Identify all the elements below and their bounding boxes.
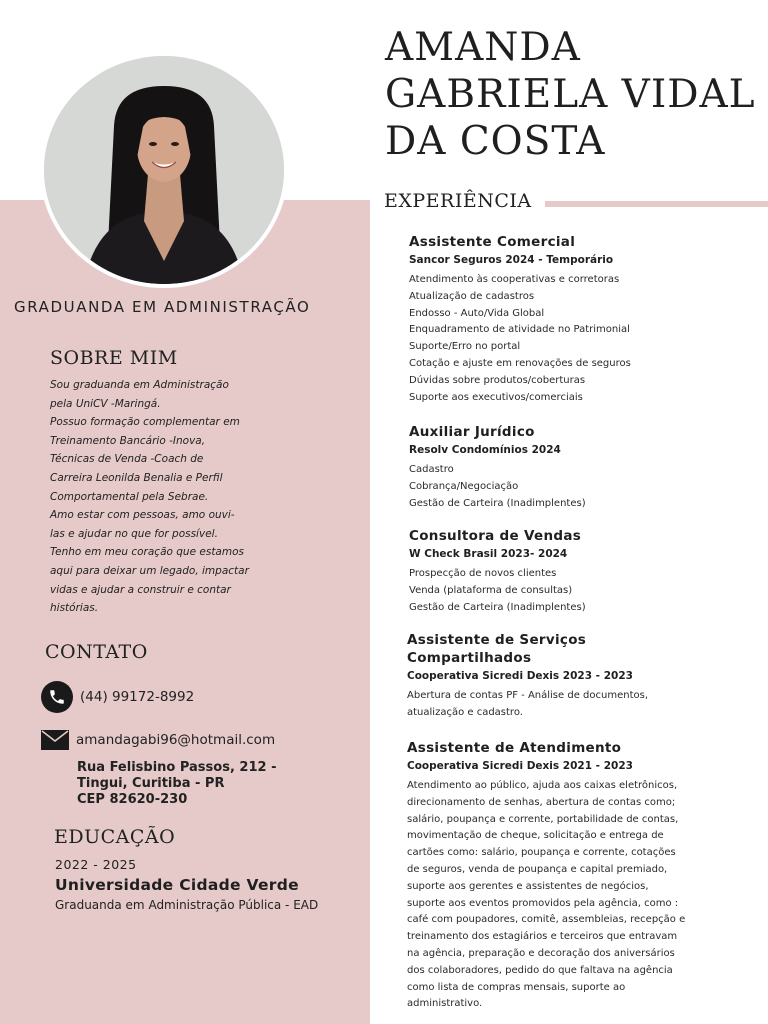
job-duty: Enquadramento de atividade no Patrimonial <box>409 324 630 336</box>
job-duty: cartões como: salário, poupança e corrente, cotações <box>407 847 676 859</box>
job-company: Cooperativa Sicredi Dexis 2023 - 2023 <box>407 670 633 682</box>
phone-number[interactable]: (44) 99172-8992 <box>80 689 195 705</box>
job-company: W Check Brasil 2023- 2024 <box>409 548 568 560</box>
mail-icon <box>41 730 69 750</box>
job-duty: atualização e cadastro. <box>407 706 523 718</box>
job-duties <box>409 566 759 616</box>
education-heading: EDUCAÇÃO <box>54 826 176 848</box>
job-duty: Atendimento às cooperativas e corretoras <box>409 274 620 285</box>
name-line: AMANDA <box>385 25 581 70</box>
job-duty: Atualização de cadastros <box>409 290 535 302</box>
job-duty: suporte aos gerentes e assistentes de negócios, <box>407 880 649 892</box>
address <box>77 760 276 808</box>
about-line: Possuo formação complementar em <box>50 416 240 429</box>
contact-heading: CONTATO <box>45 641 148 663</box>
job-title: Assistente de Atendimento <box>407 740 622 756</box>
phone-icon <box>41 681 73 713</box>
job-duty: Venda (plataforma de consultas) <box>409 584 573 596</box>
about-line: histórias. <box>50 602 99 615</box>
job-entry <box>407 739 757 1013</box>
address-line: CEP 82620-230 <box>77 792 188 807</box>
job-duty: movimentação de cheque, solicitação e entrega de <box>407 830 664 842</box>
job-duty: treinamento dos estagiários e terceiros que entravam <box>407 931 678 943</box>
about-line: pela UniCV -Maringá. <box>50 397 161 410</box>
job-duty: como lista de compras mensais, suporte ao <box>407 981 626 993</box>
headline-subtitle: GRADUANDA EM ADMINISTRAÇÃO <box>14 298 311 316</box>
job-entry <box>409 233 759 406</box>
name-line: GABRIELA VIDAL <box>385 72 756 117</box>
job-title: Assistente de Serviços <box>407 632 587 648</box>
about-line: las e ajudar no que for possível. <box>50 527 218 540</box>
about-line: Sou graduanda em Administração <box>50 379 229 391</box>
job-duty: direcionamento de senhas, abertura de contas como; <box>407 796 676 808</box>
email-address[interactable]: amandagabi96@hotmail.com <box>76 732 276 748</box>
job-duty: na agência, preparação e decoração dos aniversários <box>407 947 675 959</box>
job-company: Cooperativa Sicredi Dexis 2021 - 2023 <box>407 760 633 772</box>
name-line: DA COSTA <box>385 119 606 164</box>
address-line: Rua Felisbino Passos, 212 - <box>77 760 277 775</box>
email-row <box>41 730 275 750</box>
job-title: Auxiliar Jurídico <box>409 424 535 440</box>
job-duty: Prospecção de novos clientes <box>409 568 557 579</box>
about-line: Comportamental pela Sebrae. <box>50 490 209 503</box>
about-line: Amo estar com pessoas, amo ouvi- <box>50 509 235 522</box>
about-text <box>50 376 270 618</box>
about-line: Treinamento Bancário -Inova, <box>50 434 206 447</box>
job-duty: de seguros, venda de poupança e capital premiado, <box>407 863 668 875</box>
job-title: Consultora de Vendas <box>409 528 582 544</box>
job-duty: dos colaboradores, pedido do que faltava na agência <box>407 964 673 976</box>
job-entry <box>409 527 759 616</box>
education-course: Graduanda em Administração Pública - EAD <box>55 898 319 912</box>
job-duties <box>409 462 759 512</box>
about-line: Carreira Leonilda Benalia e Perfil <box>50 471 223 484</box>
about-line: Técnicas de Venda -Coach de <box>50 453 204 466</box>
job-duty: Gestão de Carteira (Inadimplentes) <box>409 601 586 613</box>
experience-divider <box>545 201 768 207</box>
job-duty: Dúvidas sobre produtos/coberturas <box>409 374 586 386</box>
job-entry <box>409 423 759 512</box>
job-duty: café com poupadores, comitê, assembleias, recepção e <box>407 914 686 926</box>
job-duty: suporte aos eventos promovidos pela agência, como : <box>407 897 679 909</box>
job-title: Assistente Comercial <box>409 234 576 250</box>
education-years: 2022 - 2025 <box>55 857 137 872</box>
job-duties <box>407 688 757 722</box>
education-entry <box>55 857 318 912</box>
full-name <box>385 24 768 165</box>
job-duty: Atendimento ao público, ajuda aos caixas eletrônicos, <box>407 780 678 791</box>
job-duty: administrativo. <box>407 998 483 1010</box>
experience-heading: EXPERIÊNCIA <box>384 190 532 212</box>
job-duty: salário, poupança e corrente, portabilidade de contas, <box>407 813 679 825</box>
job-duties <box>407 778 757 1013</box>
job-duty: Gestão de Carteira (Inadimplentes) <box>409 497 586 509</box>
job-company: Resolv Condomínios 2024 <box>409 444 561 456</box>
about-line: Tenho em meu coração que estamos <box>50 546 244 559</box>
job-company: Sancor Seguros 2024 - Temporário <box>409 254 614 266</box>
about-line: aqui para deixar um legado, impactar <box>50 564 249 577</box>
education-school: Universidade Cidade Verde <box>55 876 299 894</box>
job-duty: Abertura de contas PF - Análise de documentos, <box>407 690 648 701</box>
about-line: vidas e ajudar a construir e contar <box>50 583 231 596</box>
job-duty: Endosso - Auto/Vida Global <box>409 307 545 319</box>
job-title: Compartilhados <box>407 650 532 666</box>
job-entry <box>407 631 757 722</box>
about-heading: SOBRE MIM <box>50 347 178 369</box>
profile-photo <box>44 56 284 284</box>
job-duty: Cadastro <box>409 464 454 475</box>
job-duty: Suporte/Erro no portal <box>409 341 521 353</box>
job-duty: Cotação e ajuste em renovações de seguros <box>409 357 631 369</box>
phone-row <box>41 681 194 713</box>
job-duty: Cobrança/Negociação <box>409 480 519 492</box>
job-duty: Suporte aos executivos/comerciais <box>409 391 583 403</box>
job-duties <box>409 272 759 406</box>
address-line: Tingui, Curitiba - PR <box>77 776 225 791</box>
